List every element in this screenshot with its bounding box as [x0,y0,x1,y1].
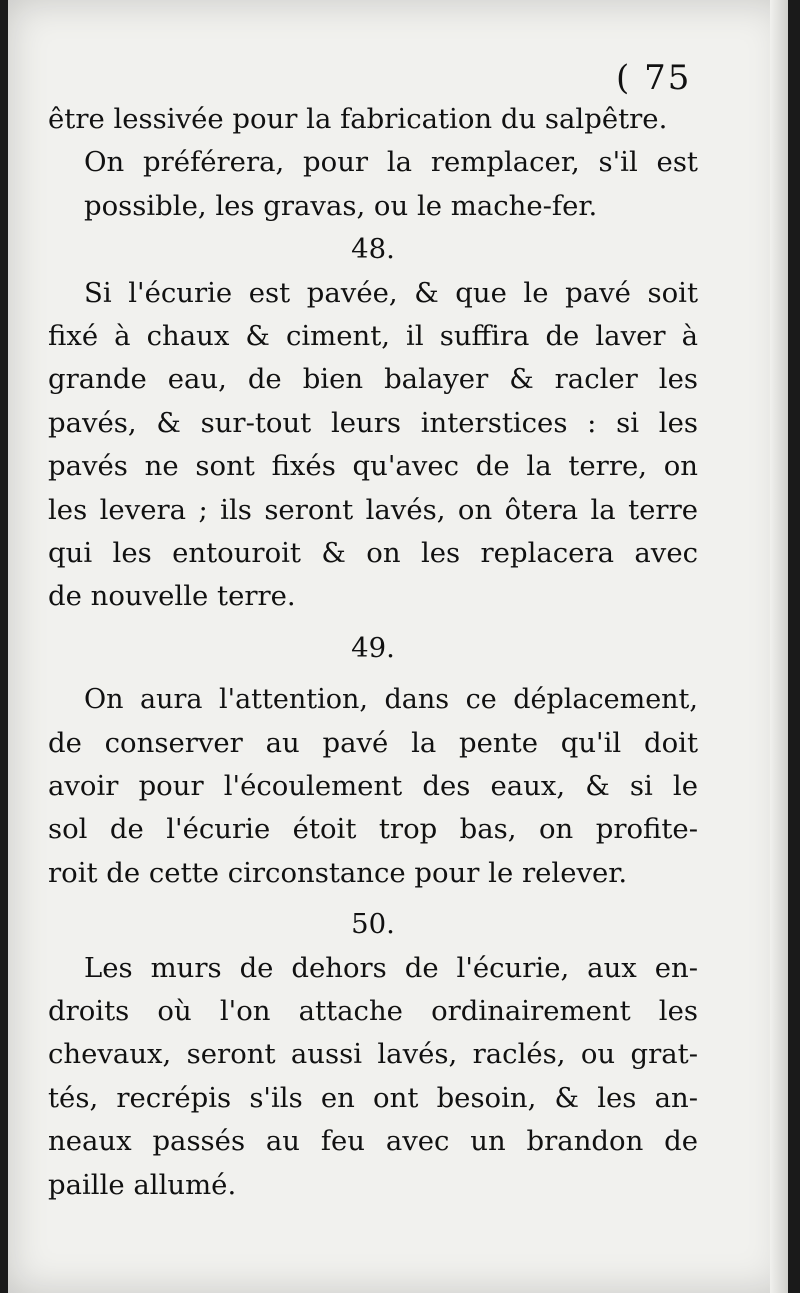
text-line: droits où l'on attache ordinairement les [48,995,698,1028]
book-page [8,0,788,1293]
text-line: les levera ; ils seront lavés, on ôtera la terre [48,493,698,526]
paragraph-continuation [48,98,698,141]
page-number: ( 75 [616,58,692,98]
text-line: sol de l'écurie étoit trop bas, on profite- [48,813,698,846]
text-line: On préférera, pour la remplacer, s'il est [84,146,698,179]
text-line: grande eau, de bien balayer & racler les [48,363,698,396]
section-number-48: 48. [351,233,395,266]
page-text [48,98,698,1207]
paragraph-section-50 [48,947,698,1207]
text-line: Les murs de dehors de l'écurie, aux en- [84,951,698,984]
section-number-50: 50. [351,908,395,941]
text-line: être lessivée pour la fabrication du salpêtre. [48,103,668,135]
text-line: possible, les gravas, ou le mache-fer. [84,189,598,222]
text-line: chevaux, seront aussi lavés, raclés, ou grat- [48,1038,698,1071]
text-line: fixé à chaux & ciment, il suffira de laver à [48,320,698,353]
text-line: paille allumé. [48,1168,237,1201]
text-line: neaux passés au feu avec un brandon de [48,1125,698,1158]
paragraph-section-49 [48,678,698,895]
page-edge-shadow [770,0,788,1293]
text-line: pavés, & sur-tout leurs interstices : si les [48,406,698,439]
text-line: avoir pour l'écoulement des eaux, & si le [48,770,698,803]
section-number-49: 49. [351,631,395,664]
text-line: tés, recrépis s'ils en ont besoin, & les an- [48,1081,698,1114]
text-line: roit de cette circonstance pour le relever. [48,856,628,889]
text-line: On aura l'attention, dans ce déplacement, [84,684,698,716]
text-line: Si l'écurie est pavée, & que le pavé soit [84,276,698,309]
text-line: qui les entouroit & on les replacera avec [48,537,698,570]
text-line: de conserver au pavé la pente qu'il doit [48,726,698,759]
paragraph-section-48 [48,272,698,619]
text-line: pavés ne sont fixés qu'avec de la terre, on [48,450,698,483]
paragraph-remplacer [48,141,698,228]
text-line: de nouvelle terre. [48,580,296,613]
